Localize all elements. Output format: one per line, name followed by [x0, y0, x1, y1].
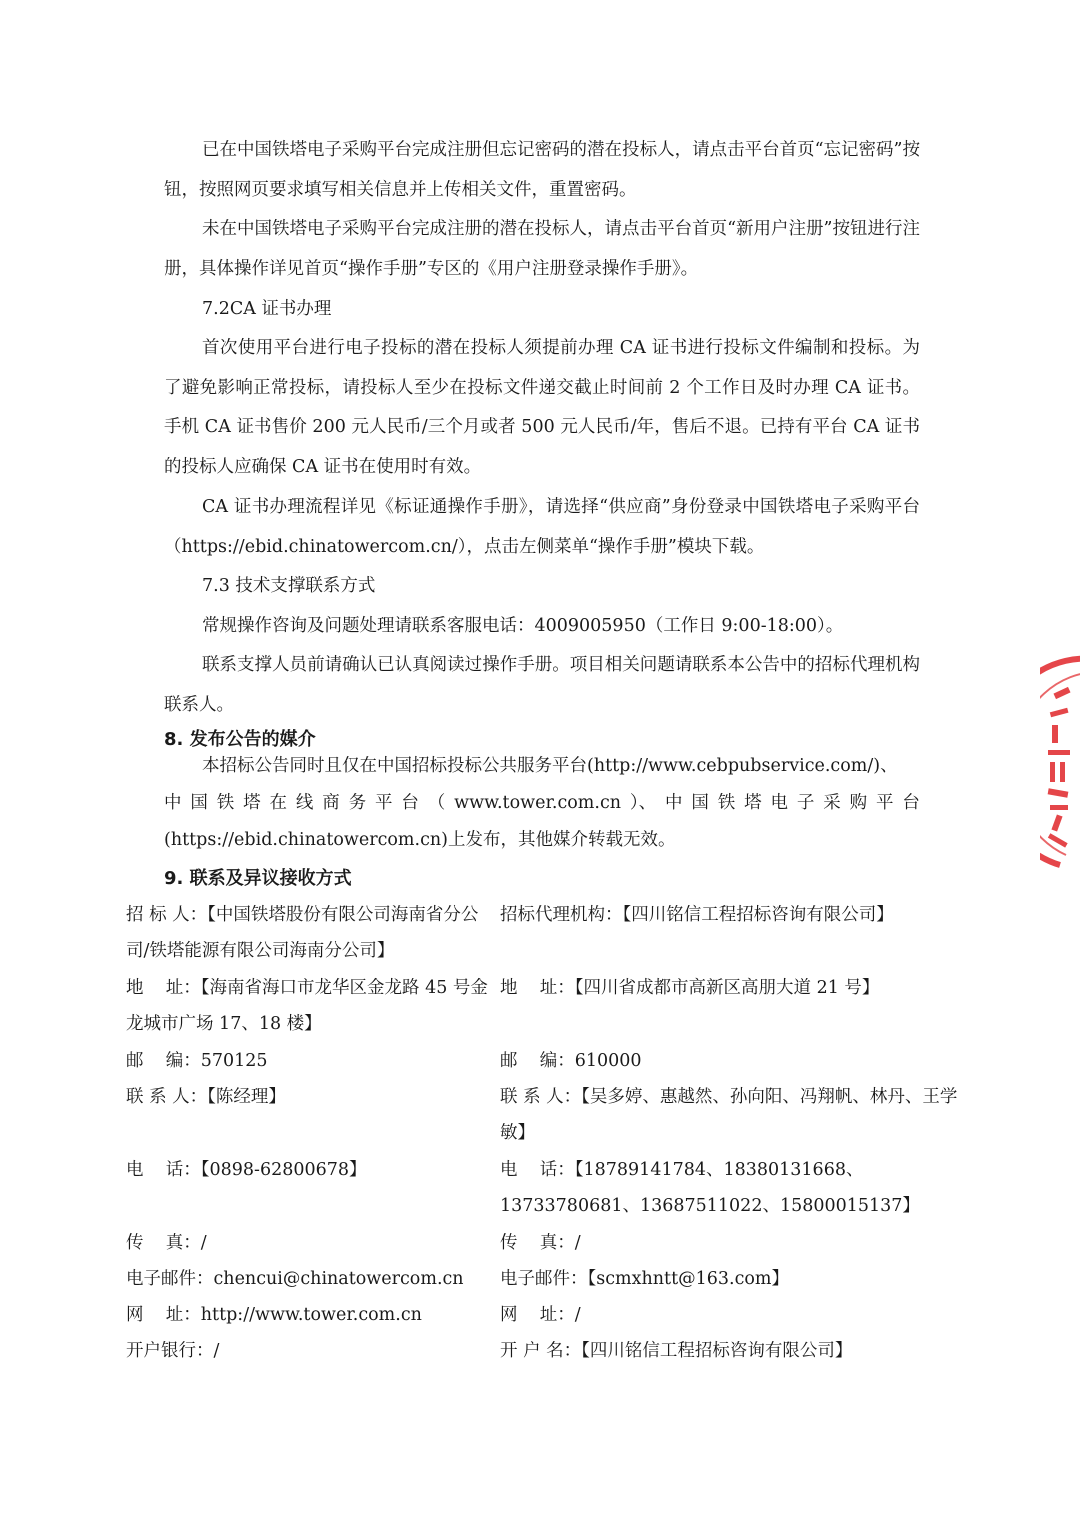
media-line-3: (https://ebid.chinatowercom.cn)上发布，其他媒介转载无效。 — [164, 830, 676, 850]
media-line-2-token: 塔 — [243, 793, 261, 813]
media-line-2-token: 采 — [823, 793, 841, 813]
contact-value: 【四川铭信工程招标咨询有限公司】 — [622, 905, 894, 925]
paragraph-ca-first-use: 首次使用平台进行电子投标的潜在投标人须提前办理 CA 证书进行投标文件编制和投标。为了避免影响正常投标，请投标人至少在投标文件递交截止时间前 2 个工作日及时办理 CA 证书。手机 CA 证书售价 200 元人民币/三个月或者 500 元人民币/年，售后不退。已持有平台 CA 证书的投标人应确保 CA 证书在使用时有效。 — [164, 338, 920, 477]
left-contact-row — [126, 1043, 490, 1079]
media-line-2 — [164, 785, 920, 822]
left-contact-row — [126, 1079, 490, 1152]
contact-label: 地 址： — [500, 978, 575, 998]
contact-value: / — [574, 1233, 581, 1253]
contact-label: 电子邮件： — [126, 1269, 214, 1289]
contact-value: 【吴多婷、惠越然、孙向阳、冯翔帆、林丹、王学敏】 — [500, 1087, 958, 1144]
contact-label: 邮 编： — [126, 1051, 201, 1071]
media-line-2-token: ）、 — [629, 793, 657, 813]
contact-label: 招标代理机构： — [500, 905, 623, 925]
contact-value: 【中国铁塔股份有限公司海南省分公司/铁塔能源有限公司海南分公司】 — [126, 905, 479, 962]
media-line-2-token: 购 — [849, 793, 868, 813]
media-line-2-token: 中 — [164, 793, 182, 813]
left-contact-row — [126, 1225, 490, 1261]
contact-label: 传 真： — [500, 1233, 575, 1253]
right-contact-row — [500, 1261, 960, 1297]
paragraph-support-note: 联系支撑人员前请确认已认真阅读过操作手册。项目相关问题请联系本公告中的招标代理机构联系人。 — [164, 655, 920, 715]
contact-label: 联 系 人： — [126, 1087, 208, 1107]
media-line-2-token: 铁 — [216, 793, 235, 813]
contact-label: 开户银行： — [126, 1341, 214, 1361]
subheading-tech-support: 7.3 技术支撑联系方式 — [202, 576, 376, 596]
contact-label: 地 址： — [126, 978, 201, 998]
contact-label: 网 址： — [126, 1305, 201, 1325]
media-paragraph — [164, 748, 920, 859]
media-line-2-token: 电 — [770, 793, 789, 813]
paragraph-register: 未在中国铁塔电子采购平台完成注册的潜在投标人，请点击平台首页“新用户注册”按钮进行注册，具体操作详见首页“操作手册”专区的《用户注册登录操作手册》。 — [164, 219, 920, 279]
left-contact-row — [126, 1261, 490, 1297]
right-contact-row — [500, 1333, 960, 1369]
contact-value: 【海南省海口市龙华区金龙路 45 号金龙城市广场 17、18 楼】 — [126, 978, 488, 1035]
paragraph-hotline: 常规操作咨询及问题处理请联系客服电话：4009005950（工作日 9:00-18:00）。 — [202, 616, 844, 636]
official-seal-stamp — [1040, 650, 1080, 880]
right-contact-row — [500, 1225, 960, 1261]
media-line-2-token: 在 — [269, 793, 287, 813]
right-contact-row — [500, 1152, 960, 1225]
contact-label: 网 址： — [500, 1305, 575, 1325]
left-contact-row — [126, 1297, 490, 1333]
section-heading-media: 8. 发布公告的媒介 — [164, 729, 316, 750]
media-line-2-token: （ — [427, 793, 446, 813]
media-line-2-token: 铁 — [717, 793, 736, 813]
contact-value: 570125 — [200, 1051, 268, 1071]
right-contact-row — [500, 897, 960, 970]
contact-value: 610000 — [574, 1051, 642, 1071]
media-line-2-token: 中 — [665, 793, 683, 813]
media-line-2-token: 平 — [876, 793, 894, 813]
contact-label: 电子邮件： — [500, 1269, 588, 1289]
media-line-2-token: 务 — [348, 793, 367, 813]
paragraph-forgot-password: 已在中国铁塔电子采购平台完成注册但忘记密码的潜在投标人，请点击平台首页“忘记密码”按钮，按照网页要求填写相关信息并上传相关文件，重置密码。 — [164, 140, 920, 200]
left-contact-row — [126, 1152, 490, 1225]
media-line-2-token: www.tower.com.cn — [454, 793, 622, 813]
tenderer-contact-block — [126, 897, 490, 1369]
media-line-2-token: 台 — [902, 793, 920, 813]
left-contact-row — [126, 970, 490, 1043]
media-line-2-token: 国 — [691, 793, 709, 813]
contact-label: 联 系 人： — [500, 1087, 582, 1107]
contact-value: / — [574, 1305, 581, 1325]
section-heading-contacts: 9. 联系及异议接收方式 — [164, 868, 352, 889]
media-line-1: 本招标公告同时且仅在中国招标投标公共服务平台(http://www.cebpubservice.com/)、 — [202, 756, 898, 776]
contact-label: 传 真： — [126, 1233, 201, 1253]
contact-label: 开 户 名： — [500, 1341, 582, 1361]
contact-label: 招 标 人： — [126, 905, 208, 925]
right-contact-row — [500, 1079, 960, 1152]
contact-value: 【四川铭信工程招标咨询有限公司】 — [581, 1341, 853, 1361]
contact-value: / — [213, 1341, 220, 1361]
media-line-2-token: 台 — [401, 793, 419, 813]
media-line-2-token: 国 — [190, 793, 208, 813]
contact-value: / — [200, 1233, 207, 1253]
contact-value: http://www.tower.com.cn — [200, 1305, 422, 1325]
contact-value: chencui@chinatowercom.cn — [213, 1269, 464, 1289]
media-line-2-token: 线 — [295, 793, 314, 813]
contact-label: 邮 编： — [500, 1051, 575, 1071]
media-line-2-token: 塔 — [744, 793, 762, 813]
contact-value: 【18789141784、18380131668、13733780681、13687511022、15800015137】 — [500, 1160, 920, 1217]
agency-contact-block — [500, 897, 960, 1369]
contact-value: 【scmxhntt@163.com】 — [587, 1269, 789, 1289]
left-contact-row — [126, 1333, 490, 1369]
contact-value: 【陈经理】 — [207, 1087, 286, 1107]
contact-value: 【四川省成都市高新区高朋大道 21 号】 — [574, 978, 880, 998]
right-contact-row — [500, 1043, 960, 1079]
contact-label: 电 话： — [500, 1160, 575, 1180]
contact-value: 【0898-62800678】 — [200, 1160, 367, 1180]
subheading-ca-certificate: 7.2CA 证书办理 — [202, 299, 332, 319]
left-contact-row — [126, 897, 490, 970]
media-line-2-token: 商 — [322, 793, 340, 813]
right-contact-row — [500, 970, 960, 1043]
media-line-2-token: 平 — [375, 793, 393, 813]
paragraph-ca-process: CA 证书办理流程详见《标证通操作手册》，请选择“供应商”身份登录中国铁塔电子采购平台（https://ebid.chinatowercom.cn/），点击左侧菜单“操作手册”模块下载。 — [164, 497, 920, 557]
media-line-2-token: 子 — [796, 793, 815, 813]
contact-label: 电 话： — [126, 1160, 201, 1180]
right-contact-row — [500, 1297, 960, 1333]
